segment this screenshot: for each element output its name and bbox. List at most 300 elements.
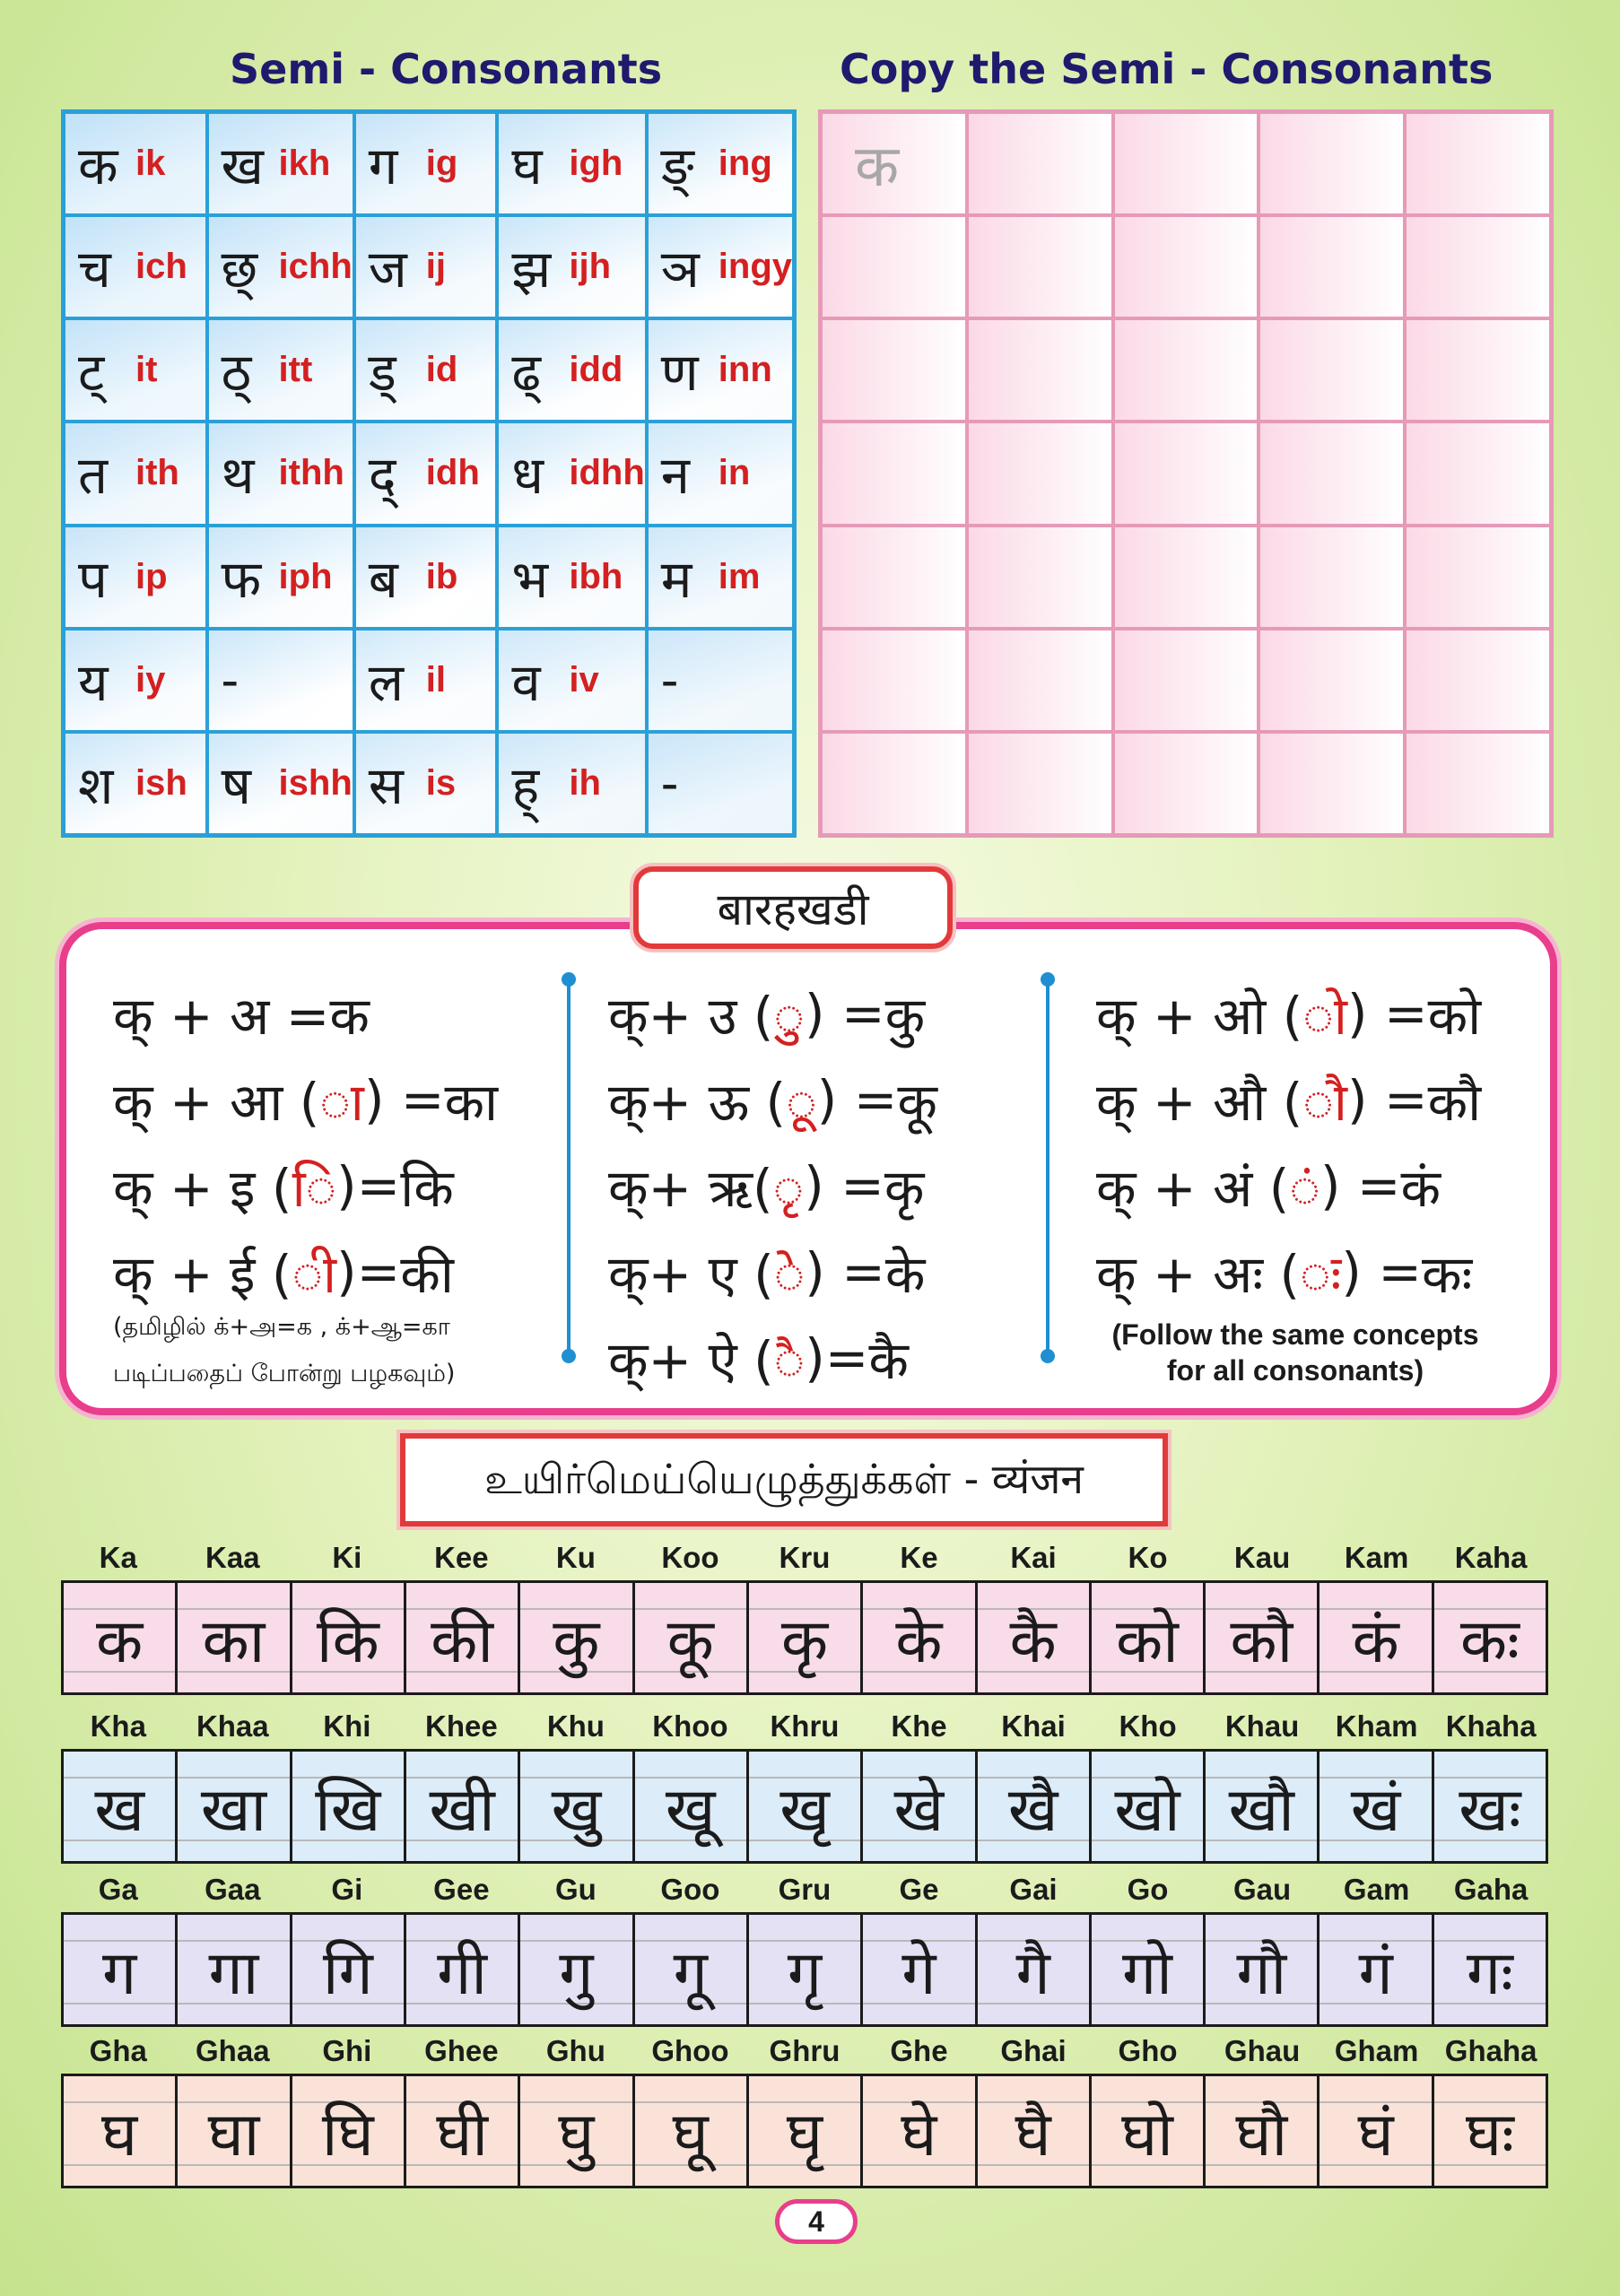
semi-consonant-cell [64,318,207,422]
letter-box: घ [64,2076,178,2186]
syllable-label: Koo [661,1541,719,1574]
equation-result: कः [1421,1243,1473,1305]
transliteration: iph [278,556,333,596]
practice-cell [1259,112,1405,215]
letter-box: कू [635,1583,749,1692]
practice-cell [967,215,1113,318]
transliteration: idd [569,350,623,390]
matra-sign: ू [786,1071,817,1133]
letter-box: घे [863,2076,977,2186]
transliteration: idhh [569,453,645,493]
devanagari-glyph: ह् [511,754,540,816]
barahkhadi-equation [608,1315,937,1401]
syllable-label: Khai [1001,1709,1066,1743]
semi-consonant-cell [647,112,794,215]
letter-box: खू [635,1752,749,1861]
practice-cell [1113,422,1259,525]
devanagari-glyph: - [221,649,240,711]
semi-consonant-cell [64,629,207,732]
syllable-label: Ghe [890,2034,948,2067]
devanagari-glyph: ञ [660,239,700,300]
equation-mid: )= [805,1327,869,1388]
equation-result: कि [400,1157,454,1219]
practice-cell: क [821,112,967,215]
english-note [1098,1317,1493,1388]
transliteration: ingy [718,247,792,287]
practice-cell [967,526,1113,629]
syllable-label: Gham [1334,2034,1419,2067]
barahkhadi-title: बारहखडी [633,866,953,949]
letter-box: खौ [1206,1752,1320,1861]
semi-consonant-cell [207,629,354,732]
semi-consonant-cell [647,215,794,318]
practice-cell [1259,732,1405,835]
devanagari-glyph: भ [511,548,549,610]
devanagari-glyph: प [78,548,108,610]
practice-cell [967,629,1113,732]
devanagari-glyph: क [78,135,118,197]
matra-sign: ो [1302,985,1347,1047]
practice-cell [1259,422,1405,525]
syllable-label: Ku [555,1541,596,1574]
syllable-label: Gha [89,2034,147,2067]
devanagari-glyph: ध [511,445,544,507]
letter-box: खं [1320,1752,1433,1861]
letter-row-block [61,2029,1548,2188]
letter-box: घा [178,2076,292,2186]
letter-box: गु [520,1915,634,2024]
semi-consonant-cell [207,732,354,835]
practice-cell [1113,629,1259,732]
letter-row-block [61,1535,1548,1695]
syllable-label: Kai [1010,1541,1057,1574]
transliteration: ikh [278,144,331,184]
section-title: உயிர்மெய்யெழுத்துக்கள் - व्यंजन [400,1433,1168,1526]
syllable-label: Ghaa [196,2034,270,2067]
equation-mid: ) = [816,1069,898,1130]
equation-result: को [1427,985,1482,1047]
syllable-label: Gru [778,1873,832,1906]
equation-left: क् + आ ( [113,1071,320,1133]
transliteration: ik [135,144,166,184]
letter-box: गः [1434,1915,1546,2024]
syllable-label: Khaha [1445,1709,1537,1743]
syllable-label: Gam [1343,1873,1410,1906]
devanagari-glyph: म [660,548,692,610]
letter-row-block [61,1867,1548,2027]
transliteration: in [718,453,751,493]
syllable-label: Gau [1232,1873,1292,1906]
letter-box: कौ [1206,1583,1320,1692]
devanagari-glyph: च [78,239,111,300]
letter-box: ग [64,1915,178,2024]
transliteration: ichh [278,247,353,287]
letter-box: खो [1092,1752,1206,1861]
equation-left: क् + अ = [113,985,330,1047]
equation-mid: ) = [1346,983,1428,1044]
letter-box: खृ [749,1752,863,1861]
syllable-label: Kha [90,1709,146,1743]
equation-left: क्+ ऊ ( [608,1071,787,1133]
practice-cell [1259,215,1405,318]
practice-cell [1405,318,1551,422]
syllable-label: Ghau [1224,2034,1301,2067]
letter-box: के [863,1583,977,1692]
syllable-label: Gu [554,1873,597,1906]
semi-consonant-cell [354,732,498,835]
page-number: 4 [775,2199,858,2244]
barahkhadi-column-3 [1096,970,1481,1315]
practice-cell [1259,318,1405,422]
letter-box: घो [1092,2076,1206,2186]
devanagari-glyph: ड् [368,342,396,404]
semi-consonant-cell [497,215,646,318]
matra-sign: ृ [772,1157,805,1219]
letter-box: ख [64,1752,178,1861]
equation-left: क्+ ऋ( [608,1157,773,1219]
syllable-label: Ko [1128,1541,1168,1574]
semi-consonant-cell [354,629,498,732]
devanagari-glyph: ग [368,135,398,197]
copy-semi-consonants-heading: Copy the Semi - Consonants [840,45,1494,93]
equation-left: क् + इ ( [113,1157,292,1219]
semi-consonant-cell [354,215,498,318]
barahkhadi-equation [113,1057,498,1143]
column-divider [567,979,570,1356]
devanagari-glyph: फ [221,548,262,610]
letter-box: घी [406,2076,520,2186]
tamil-note-line: (தமிழில் க்+அ=க , க்+ஆ=கா [113,1313,450,1341]
practice-cell [1113,732,1259,835]
practice-cell [967,422,1113,525]
syllable-label: Ki [332,1541,362,1574]
row-boxes [61,1749,1548,1864]
letter-box: घू [635,2076,749,2186]
equation-result: कै [868,1329,909,1391]
letter-box: गृ [749,1915,863,2024]
devanagari-glyph: थ [221,445,255,507]
semi-consonant-cell [64,112,207,215]
letter-box: घः [1434,2076,1546,2186]
devanagari-glyph: ज [368,239,407,300]
transliteration: iy [135,659,166,700]
matra-sign: ं [1289,1157,1320,1219]
semi-consonant-cell [497,318,646,422]
practice-cell [821,526,967,629]
transliteration: idh [425,453,480,493]
syllable-label: Gaa [205,1873,261,1906]
transliteration: ishh [278,762,353,803]
semi-consonant-cell [207,318,354,422]
devanagari-glyph: छ् [221,239,258,300]
devanagari-glyph: ख [221,135,264,197]
letter-box: खः [1434,1752,1546,1861]
letter-box: खी [406,1752,520,1861]
syllable-label: Kaha [1454,1541,1528,1574]
practice-cell [967,318,1113,422]
devanagari-glyph: ङ् [660,135,694,197]
syllable-label: Khi [323,1709,371,1743]
devanagari-glyph: द् [368,445,396,507]
row-boxes [61,1912,1548,2027]
syllable-label: Ka [99,1541,137,1574]
equation-left: क् + औ ( [1096,1071,1303,1133]
equation-mid: ) = [363,1069,445,1130]
letter-box: कु [520,1583,634,1692]
letter-box: घै [978,2076,1092,2186]
syllable-label: Ghaha [1444,2034,1537,2067]
practice-cell [1405,629,1551,732]
letter-box: कः [1434,1583,1546,1692]
letter-box: गि [292,1915,406,2024]
syllable-label: Ghu [545,2034,605,2067]
syllable-label: Gee [433,1873,490,1906]
practice-cell [1405,526,1551,629]
syllable-label: Ke [900,1541,938,1574]
barahkhadi-equation [608,1057,937,1143]
matra-sign: ु [773,985,805,1047]
matra-sign: ौ [1302,1071,1347,1133]
barahkhadi-equation [113,970,498,1057]
practice-cell [1405,732,1551,835]
row-labels [61,1867,1548,1912]
letter-box: खै [978,1752,1092,1861]
letter-box: कि [292,1583,406,1692]
syllable-label: Kru [779,1541,831,1574]
equation-left: क् + ई ( [113,1243,292,1305]
letter-box: का [178,1583,292,1692]
letter-box: गै [978,1915,1092,2024]
letter-box: गो [1092,1915,1206,2024]
equation-left: क्+ उ ( [608,985,774,1047]
equation-left: क् + ओ ( [1096,985,1303,1047]
equation-mid: ) = [1320,1155,1401,1216]
semi-consonant-cell [207,215,354,318]
syllable-label: Khee [425,1709,498,1743]
transliteration: ich [135,247,187,287]
practice-cell [1113,318,1259,422]
equation-mid: ) = [804,983,885,1044]
devanagari-glyph: व [511,651,541,713]
syllable-label: Ghoo [651,2034,729,2067]
syllable-label: Gho [1118,2034,1178,2067]
letter-box: खे [863,1752,977,1861]
equation-result: का [444,1071,499,1133]
letter-row-block [61,1704,1548,1864]
syllable-label: Kaa [205,1541,260,1574]
barahkhadi-equation [608,970,937,1057]
devanagari-glyph: ठ् [221,342,252,404]
practice-cell [1113,526,1259,629]
semi-consonant-cell [497,629,646,732]
transliteration: ith [135,453,179,493]
column-divider [1046,979,1050,1356]
semi-consonant-cell [354,526,498,629]
transliteration: ij [425,247,447,287]
devanagari-glyph: घ [511,135,543,197]
devanagari-glyph: ढ् [511,342,541,404]
letter-box: खा [178,1752,292,1861]
letter-box: घृ [749,2076,863,2186]
equation-result: कौ [1427,1071,1482,1133]
letter-box: की [406,1583,520,1692]
devanagari-glyph: - [660,752,679,814]
letter-box: घु [520,2076,634,2186]
transliteration: ib [425,556,458,596]
equation-mid: ) = [1346,1069,1428,1130]
syllable-label: Ghi [322,2034,372,2067]
syllable-label: Gai [1009,1873,1058,1906]
devanagari-glyph: स [368,754,404,816]
semi-consonant-cell [64,422,207,525]
english-note-line: (Follow the same concepts [1111,1318,1479,1351]
syllable-label: Goo [660,1873,720,1906]
syllable-label: Ghee [424,2034,499,2067]
practice-cell [1405,215,1551,318]
row-labels [61,1535,1548,1580]
devanagari-glyph: न [660,445,690,507]
semi-consonant-cell [647,526,794,629]
semi-consonant-cell [497,732,646,835]
syllable-label: Ge [899,1873,939,1906]
barahkhadi-equation [1096,1229,1481,1315]
letter-box: खि [292,1752,406,1861]
equation-left: क् + अः ( [1096,1243,1301,1305]
letter-box: गी [406,1915,520,2024]
practice-cell [821,318,967,422]
semi-consonant-cell [207,112,354,215]
practice-cell [1405,112,1551,215]
transliteration: is [425,762,457,803]
barahkhadi-column-1 [113,970,498,1315]
semi-consonants-heading: Semi - Consonants [230,45,663,93]
transliteration: it [135,350,158,390]
letter-box: गा [178,1915,292,2024]
devanagari-glyph: ष [221,754,252,816]
practice-cell [821,422,967,525]
practice-cell [967,732,1113,835]
letter-box: गं [1320,1915,1433,2024]
practice-cell [1405,422,1551,525]
barahkhadi-equation [113,1143,498,1229]
syllable-label: Gi [331,1873,363,1906]
barahkhadi-panel [59,922,1557,1415]
letter-box: खु [520,1752,634,1861]
devanagari-glyph: झ [511,239,552,300]
syllable-label: Ghai [1000,2034,1067,2067]
letter-box: कै [978,1583,1092,1692]
letter-box: घं [1320,2076,1433,2186]
equation-mid: ) = [1341,1241,1422,1302]
transliteration: ish [135,762,187,803]
syllable-label: Kau [1233,1541,1291,1574]
row-boxes [61,2074,1548,2188]
letter-box: घि [292,2076,406,2186]
semi-consonant-cell [64,215,207,318]
semi-consonant-cell [354,112,498,215]
equation-left: क्+ ए ( [608,1243,774,1305]
equation-mid: )= [336,1155,401,1216]
letter-box: घौ [1206,2076,1320,2186]
practice-cell [821,629,967,732]
barahkhadi-equation [608,1143,937,1229]
transliteration: igh [569,144,623,184]
matra-sign: ा [319,1071,364,1133]
syllable-label: Khoo [652,1709,728,1743]
semi-consonant-cell [497,526,646,629]
transliteration: ip [135,556,168,596]
semi-consonant-cell [647,318,794,422]
syllable-label: Khaa [196,1709,269,1743]
semi-consonant-cell [64,732,207,835]
tamil-note-line: படிப்பதைப் போன்று பழகவும்) [113,1360,456,1387]
transliteration: itt [278,350,313,390]
semi-consonant-cell [354,422,498,525]
devanagari-glyph: ण [660,342,699,404]
syllable-label: Khu [546,1709,605,1743]
devanagari-glyph: त [78,445,109,507]
semi-consonant-cell [207,526,354,629]
semi-consonant-cell [647,422,794,525]
barahkhadi-equation [1096,1143,1481,1229]
letter-box: गौ [1206,1915,1320,2024]
matra-sign: ी [292,1243,337,1305]
letter-box: क [64,1583,178,1692]
practice-cell [1113,215,1259,318]
barahkhadi-equation [608,1229,937,1315]
semi-consonant-cell [647,732,794,835]
row-labels [61,2029,1548,2074]
semi-consonant-cell [647,629,794,732]
syllable-label: Khe [891,1709,947,1743]
syllable-label: Khru [770,1709,840,1743]
matra-sign: ि [292,1157,337,1219]
letter-box: को [1092,1583,1206,1692]
matra-sign: ै [773,1329,806,1391]
devanagari-glyph: ल [368,651,405,713]
syllable-label: Ghru [769,2034,840,2067]
equation-mid: ) = [804,1155,884,1216]
transliteration: ithh [278,453,344,493]
syllable-label: Kham [1335,1709,1418,1743]
english-note-line: for all consonants) [1166,1354,1424,1387]
syllable-label: Go [1127,1873,1169,1906]
transliteration: ing [718,144,772,184]
devanagari-glyph: ट् [78,342,105,404]
matra-sign: ः [1300,1243,1342,1305]
equation-result: क [329,985,370,1047]
copy-practice-grid [818,109,1554,838]
equation-result: की [400,1243,454,1305]
equation-left: क्+ ऐ ( [608,1329,774,1391]
practice-cell [821,215,967,318]
syllable-label: Ga [98,1873,138,1906]
practice-cell [1259,629,1405,732]
practice-cell [1259,526,1405,629]
transliteration: im [718,556,761,596]
equation-result: के [884,1243,926,1305]
transliteration: id [425,350,458,390]
equation-result: कु [884,985,926,1047]
devanagari-glyph: - [660,649,679,711]
barahkhadi-column-2 [608,970,937,1401]
equation-result: कू [897,1071,937,1133]
tamil-note [113,1304,455,1397]
letter-box: गे [863,1915,977,2024]
barahkhadi-equation [113,1229,498,1315]
syllable-label: Kho [1119,1709,1177,1743]
devanagari-glyph: श [78,754,114,816]
